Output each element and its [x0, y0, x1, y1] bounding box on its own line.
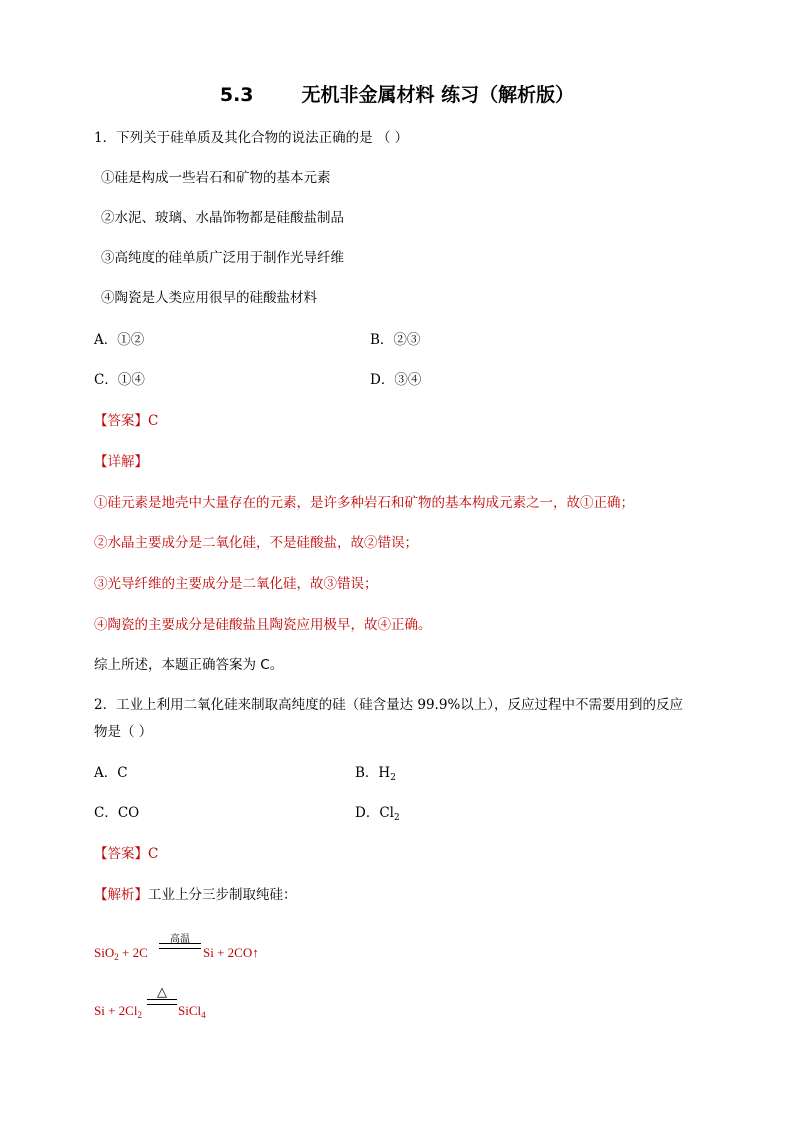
equation-2-condition: △ — [157, 985, 167, 1000]
q2-option-b — [355, 764, 396, 787]
q1-option-b: B．②③ — [370, 332, 421, 348]
q1-statement-1: ①硅是构成一些岩石和矿物的基本元素 — [101, 170, 331, 186]
q2-stem-line-1: 2．工业上利用二氧化硅来制取高纯度的硅（硅含量达 99.9%以上），反应过程中不需要用到的反应 — [94, 697, 684, 713]
q1-statement-2: ②水泥、玻璃、水晶饰物都是硅酸盐制品 — [101, 210, 344, 226]
q2-option-b-text: B．H — [355, 765, 391, 781]
eq2-right-a: SiCl — [178, 1003, 202, 1018]
q2-option-a: A．C — [94, 765, 128, 781]
q1-option-a: A．①② — [94, 332, 145, 348]
q1-detail-tag — [94, 453, 148, 471]
q2-stem-line-2: 物是（ ） — [94, 724, 153, 740]
equation-1-equals — [159, 943, 201, 949]
q2-option-c: C．CO — [94, 805, 140, 821]
q2-analysis-tag: 【解析】 — [94, 887, 148, 903]
q1-option-d: D．③④ — [370, 372, 422, 388]
page-title — [0, 80, 794, 107]
q1-option-c: C．①④ — [94, 372, 145, 388]
title-text: 无机非金属材料 练习（解析版） — [301, 84, 575, 106]
equation-1-left — [94, 945, 148, 962]
q2-option-d-text: D．Cl — [355, 805, 394, 821]
equation-1-condition: 高温 — [170, 934, 190, 945]
equation-2-equals — [147, 999, 177, 1005]
eq2-left-a: Si + 2Cl — [94, 1003, 138, 1018]
equation-2-left — [94, 1003, 142, 1020]
q1-detail-line-3: ③光导纤维的主要成分是二氧化硅，故③错误； — [94, 576, 378, 592]
q2-answer-value: C — [148, 846, 159, 862]
q2-option-d — [355, 804, 400, 827]
answer-value: C — [148, 413, 159, 429]
q2-answer-tag: 【答案】 — [94, 846, 148, 862]
q1-detail-line-1: ①硅元素是地壳中大量存在的元素，是许多种岩石和矿物的基本构成元素之一，故①正确； — [94, 495, 634, 511]
q2-answer — [94, 845, 158, 863]
eq2-right-a-sub: 4 — [201, 1010, 206, 1020]
eq1-left-b: + 2C — [118, 945, 148, 960]
q2-analysis — [94, 886, 297, 904]
detail-tag: 【详解】 — [94, 454, 148, 470]
q1-answer — [94, 412, 158, 430]
q1-detail-line-4: ④陶瓷的主要成分是硅酸盐且陶瓷应用极早，故④正确。 — [94, 617, 432, 633]
q1-stem: 1．下列关于硅单质及其化合物的说法正确的是 （ ） — [94, 130, 409, 146]
q1-statement-4: ④陶瓷是人类应用很早的硅酸盐材料 — [101, 290, 317, 306]
section-number: 5.3 — [219, 84, 254, 106]
q2-option-b-sub: 2 — [390, 773, 396, 783]
eq2-left-a-sub: 2 — [137, 1010, 142, 1020]
equation-1-right: Si + 2CO↑ — [203, 945, 259, 960]
q1-summary: 综上所述，本题正确答案为 C。 — [94, 657, 284, 673]
q2-analysis-text: 工业上分三步制取纯硅： — [148, 887, 297, 903]
equation-2-right — [178, 1003, 206, 1020]
eq1-left-a-sub: 2 — [114, 952, 119, 962]
q1-statement-3: ③高纯度的硅单质广泛用于制作光导纤维 — [101, 250, 344, 266]
q1-detail-line-2: ②水晶主要成分是二氧化硅，不是硅酸盐，故②错误； — [94, 535, 418, 551]
q2-option-d-sub: 2 — [393, 813, 400, 823]
eq1-left-a: SiO — [94, 945, 115, 960]
answer-tag: 【答案】 — [94, 413, 148, 429]
